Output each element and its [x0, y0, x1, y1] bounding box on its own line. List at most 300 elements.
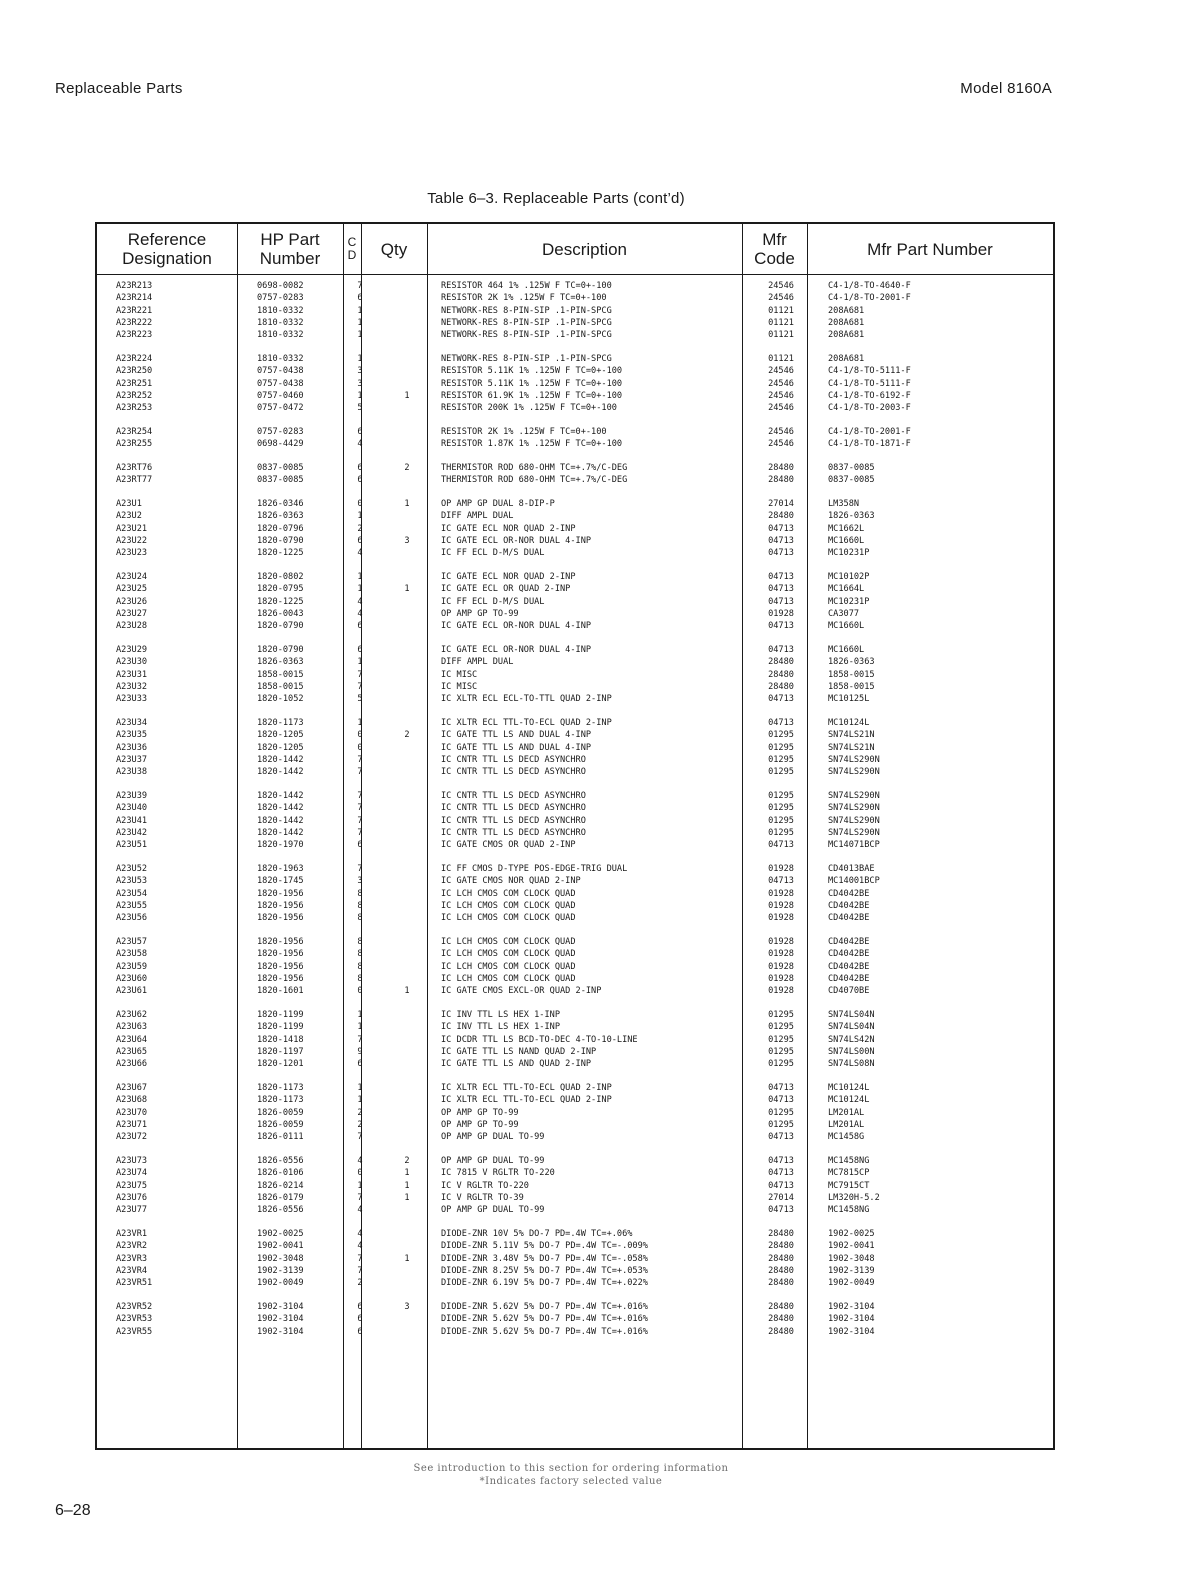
table-row	[97, 378, 1053, 390]
ref-designation-cell: A23U25	[116, 584, 148, 595]
ref-designation-cell: A23U30	[116, 657, 148, 668]
ref-designation-cell: A23U73	[116, 1156, 148, 1167]
check-digit-cell: 7	[357, 1265, 363, 1276]
ref-designation-cell: A23U35	[116, 730, 148, 741]
table-row	[97, 426, 1053, 438]
mfr-code-cell: 01295	[768, 1010, 794, 1021]
description-cell: DIODE-ZNR 5.62V 5% DO-7 PD=.4W TC=+.016%	[441, 1301, 648, 1312]
hp-part-number-cell: 1826-0059	[257, 1107, 304, 1118]
hp-part-number-cell: 1820-1956	[257, 937, 304, 948]
check-digit-cell: 2	[357, 523, 363, 534]
check-digit-cell: 6	[357, 1326, 363, 1337]
header-cd-line1: C	[347, 235, 357, 249]
header-mfr-line2: Code	[754, 249, 795, 268]
mfr-part-number-cell: CD4042BE	[828, 888, 870, 899]
check-digit-cell: 4	[357, 1241, 363, 1252]
quantity-cell: 1	[404, 1180, 410, 1191]
hp-part-number-cell: 1820-1745	[257, 876, 304, 887]
table-row	[97, 912, 1053, 924]
hp-part-number-cell: 1820-1197	[257, 1046, 304, 1057]
quantity-cell: 1	[404, 584, 410, 595]
table-row	[97, 1301, 1053, 1313]
mfr-part-number-cell: C4-1/8-TO-5111-F	[828, 378, 911, 389]
hp-part-number-cell: 1826-0043	[257, 609, 304, 620]
ref-designation-cell: A23U75	[116, 1180, 148, 1191]
mfr-part-number-cell: C4-1/8-TO-2001-F	[828, 426, 911, 437]
quantity-cell: 3	[404, 1301, 410, 1312]
check-digit-cell: 8	[357, 937, 363, 948]
mfr-part-number-cell: LM358N	[828, 499, 860, 510]
description-cell: RESISTOR 200K 1% .125W F TC=0+-100	[441, 403, 617, 414]
check-digit-cell: 6	[357, 293, 363, 304]
header-reference-designation	[97, 224, 237, 274]
hp-part-number-cell: 1820-0790	[257, 645, 304, 656]
hp-part-number-cell: 1810-0332	[257, 305, 304, 316]
mfr-code-cell: 01295	[768, 1119, 794, 1130]
hp-part-number-cell: 1826-0214	[257, 1180, 304, 1191]
hp-part-number-cell: 1820-0802	[257, 572, 304, 583]
check-digit-cell: 8	[357, 913, 363, 924]
hp-part-number-cell: 1820-1173	[257, 1083, 304, 1094]
ref-designation-cell: A23RT76	[116, 463, 153, 474]
mfr-code-cell: 04713	[768, 536, 794, 547]
ref-designation-cell: A23U31	[116, 669, 148, 680]
check-digit-cell: 3	[357, 876, 363, 887]
mfr-code-cell: 04713	[768, 718, 794, 729]
hp-part-number-cell: 1902-0025	[257, 1229, 304, 1239]
check-digit-cell: 2	[357, 1107, 363, 1118]
mfr-code-cell: 01295	[768, 791, 794, 802]
mfr-part-number-cell: C4-1/8-TO-2003-F	[828, 403, 911, 414]
check-digit-cell: 6	[357, 645, 363, 656]
check-digit-cell: 6	[357, 475, 363, 486]
description-cell: IC 7815 V RGLTR TO-220	[441, 1168, 555, 1179]
check-digit-cell: 6	[357, 463, 363, 474]
mfr-part-number-cell: 1858-0015	[828, 669, 875, 680]
mfr-part-number-cell: C4-1/8-TO-4640-F	[828, 281, 911, 291]
ref-designation-cell: A23U38	[116, 767, 148, 778]
ref-designation-cell: A23U1	[116, 499, 142, 510]
table-row	[97, 1131, 1053, 1143]
hp-part-number-cell: 0698-4429	[257, 439, 304, 450]
table-row	[97, 317, 1053, 329]
table-row	[97, 1058, 1053, 1070]
ref-designation-cell: A23U61	[116, 986, 148, 997]
hp-part-number-cell: 1826-0111	[257, 1132, 304, 1143]
mfr-code-cell: 04713	[768, 694, 794, 705]
mfr-part-number-cell: 1902-0049	[828, 1278, 875, 1289]
ref-designation-cell: A23R251	[116, 378, 153, 389]
row-group	[97, 571, 1053, 632]
mfr-part-number-cell: SN74LS04N	[828, 1022, 875, 1033]
hp-part-number-cell: 1820-1173	[257, 718, 304, 729]
check-digit-cell: 7	[357, 767, 363, 778]
quantity-cell: 1	[404, 390, 410, 401]
mfr-code-cell: 04713	[768, 1132, 794, 1143]
ref-designation-cell: A23R255	[116, 439, 153, 450]
row-group	[97, 1009, 1053, 1070]
table-row	[97, 729, 1053, 741]
mfr-part-number-cell: CD4042BE	[828, 937, 870, 948]
mfr-part-number-cell: 1902-0041	[828, 1241, 875, 1252]
mfr-part-number-cell: MC7915CT	[828, 1180, 870, 1191]
ref-designation-cell: A23U54	[116, 888, 148, 899]
table-row	[97, 510, 1053, 522]
quantity-cell: 1	[404, 1192, 410, 1203]
row-group	[97, 1155, 1053, 1216]
ref-designation-cell: A23U76	[116, 1192, 148, 1203]
mfr-part-number-cell: MC1660L	[828, 536, 865, 547]
ref-designation-cell: A23U72	[116, 1132, 148, 1143]
table-row	[97, 644, 1053, 656]
description-cell: NETWORK-RES 8-PIN-SIP .1-PIN-SPCG	[441, 353, 612, 364]
check-digit-cell: 1	[357, 572, 363, 583]
table-row	[97, 1034, 1053, 1046]
row-group	[97, 790, 1053, 851]
mfr-part-number-cell: 1858-0015	[828, 682, 875, 693]
table-row	[97, 608, 1053, 620]
check-digit-cell: 7	[357, 864, 363, 875]
mfr-part-number-cell: SN74LS290N	[828, 767, 880, 778]
description-cell: IC LCH CMOS COM CLOCK QUAD	[441, 913, 576, 924]
mfr-part-number-cell: MC1660L	[828, 645, 865, 656]
mfr-code-cell: 01295	[768, 1059, 794, 1070]
table-row	[97, 936, 1053, 948]
mfr-part-number-cell: C4-1/8-TO-6192-F	[828, 390, 911, 401]
check-digit-cell: 6	[357, 426, 363, 437]
hp-part-number-cell: 1820-1205	[257, 742, 304, 753]
mfr-part-number-cell: SN74LS08N	[828, 1059, 875, 1070]
mfr-code-cell: 24546	[768, 281, 794, 291]
description-cell: IC LCH CMOS COM CLOCK QUAD	[441, 888, 576, 899]
ref-designation-cell: A23U27	[116, 609, 148, 620]
description-cell: IC FF ECL D-M/S DUAL	[441, 548, 545, 559]
mfr-code-cell: 04713	[768, 523, 794, 534]
table-row	[97, 961, 1053, 973]
ref-designation-cell: A23U60	[116, 973, 148, 984]
check-digit-cell: 1	[357, 330, 363, 341]
description-cell: OP AMP GP TO-99	[441, 609, 519, 620]
ref-designation-cell: A23R213	[116, 281, 153, 291]
check-digit-cell: 6	[357, 1059, 363, 1070]
check-digit-cell: 5	[357, 694, 363, 705]
quantity-cell: 3	[404, 536, 410, 547]
check-digit-cell: 1	[357, 1095, 363, 1106]
header-mfr-part-number: Mfr Part Number	[867, 239, 993, 259]
description-cell: IC INV TTL LS HEX 1-INP	[441, 1010, 560, 1021]
hp-part-number-cell: 1902-3104	[257, 1326, 304, 1337]
ref-designation-cell: A23U24	[116, 572, 148, 583]
check-digit-cell: 8	[357, 961, 363, 972]
ref-designation-cell: A23U32	[116, 682, 148, 693]
description-cell: NETWORK-RES 8-PIN-SIP .1-PIN-SPCG	[441, 305, 612, 316]
hp-part-number-cell: 1858-0015	[257, 669, 304, 680]
description-cell: RESISTOR 2K 1% .125W F TC=0+-100	[441, 426, 607, 437]
hp-part-number-cell: 1820-1442	[257, 791, 304, 802]
description-cell: IC V RGLTR TO-39	[441, 1192, 524, 1203]
hp-part-number-cell: 1826-0179	[257, 1192, 304, 1203]
description-cell: RESISTOR 2K 1% .125W F TC=0+-100	[441, 293, 607, 304]
mfr-code-cell: 28480	[768, 1314, 794, 1325]
mfr-code-cell: 28480	[768, 511, 794, 522]
ref-designation-cell: A23U57	[116, 937, 148, 948]
description-cell: IC GATE ECL OR-NOR DUAL 4-INP	[441, 536, 592, 547]
quantity-cell: 1	[404, 1168, 410, 1179]
mfr-code-cell: 01295	[768, 815, 794, 826]
check-digit-cell: 6	[357, 1301, 363, 1312]
mfr-part-number-cell: 1902-3104	[828, 1301, 875, 1312]
mfr-code-cell: 04713	[768, 1083, 794, 1094]
mfr-code-cell: 24546	[768, 390, 794, 401]
running-header-section: Replaceable Parts	[55, 80, 183, 97]
description-cell: DIODE-ZNR 3.48V 5% DO-7 PD=.4W TC=-.058%	[441, 1253, 648, 1264]
description-cell: IC LCH CMOS COM CLOCK QUAD	[441, 961, 576, 972]
ref-designation-cell: A23U70	[116, 1107, 148, 1118]
description-cell: IC GATE CMOS OR QUAD 2-INP	[441, 840, 576, 851]
ref-designation-cell: A23U42	[116, 827, 148, 838]
mfr-code-cell: 04713	[768, 1180, 794, 1191]
footnote	[0, 1462, 1142, 1488]
table-row	[97, 438, 1053, 450]
table-row	[97, 620, 1053, 632]
check-digit-cell: 6	[357, 536, 363, 547]
check-digit-cell: 7	[357, 815, 363, 826]
hp-part-number-cell: 1810-0332	[257, 317, 304, 328]
hp-part-number-cell: 0698-0082	[257, 281, 304, 291]
hp-part-number-cell: 1820-1442	[257, 755, 304, 765]
description-cell: OP AMP GP DUAL 8-DIP-P	[441, 499, 555, 510]
description-cell: IC MISC	[441, 682, 478, 693]
mfr-code-cell: 27014	[768, 499, 794, 510]
header-ref-line1: Reference	[127, 230, 207, 249]
mfr-part-number-cell: 1902-3104	[828, 1314, 875, 1325]
mfr-code-cell: 24546	[768, 366, 794, 377]
table-row	[97, 888, 1053, 900]
check-digit-cell: 6	[357, 621, 363, 632]
mfr-code-cell: 01295	[768, 742, 794, 753]
mfr-part-number-cell: LM201AL	[828, 1107, 865, 1118]
mfr-code-cell: 01928	[768, 609, 794, 620]
page-number: 6–28	[55, 1502, 91, 1519]
description-cell: DIODE-ZNR 10V 5% DO-7 PD=.4W TC=+.06%	[441, 1229, 633, 1239]
header-hp-part-number	[237, 224, 343, 274]
mfr-part-number-cell: 1902-3104	[828, 1326, 875, 1337]
check-digit-cell: 0	[357, 499, 363, 510]
description-cell: THERMISTOR ROD 680-OHM TC=+.7%/C-DEG	[441, 463, 628, 474]
hp-part-number-cell: 0757-0472	[257, 403, 304, 414]
hp-part-number-cell: 1820-1956	[257, 973, 304, 984]
mfr-code-cell: 01295	[768, 827, 794, 838]
mfr-part-number-cell: CA3077	[828, 609, 860, 620]
mfr-part-number-cell: CD4042BE	[828, 949, 870, 960]
row-group	[97, 863, 1053, 924]
mfr-part-number-cell: CD4070BE	[828, 986, 870, 997]
header-hp-line2: Number	[259, 249, 321, 268]
mfr-part-number-cell: 1902-0025	[828, 1229, 875, 1239]
ref-designation-cell: A23U66	[116, 1059, 148, 1070]
description-cell: OP AMP GP DUAL TO-99	[441, 1132, 545, 1143]
mfr-part-number-cell: MC10102P	[828, 572, 870, 583]
table-row	[97, 827, 1053, 839]
table-row	[97, 766, 1053, 778]
hp-part-number-cell: 0757-0438	[257, 378, 304, 389]
mfr-part-number-cell: MC1664L	[828, 584, 865, 595]
hp-part-number-cell: 1826-0556	[257, 1205, 304, 1216]
mfr-part-number-cell: MC10231P	[828, 548, 870, 559]
description-cell: IC GATE ECL NOR QUAD 2-INP	[441, 523, 576, 534]
check-digit-cell: 1	[357, 1083, 363, 1094]
ref-designation-cell: A23U55	[116, 900, 148, 911]
mfr-part-number-cell: SN74LS290N	[828, 827, 880, 838]
ref-designation-cell: A23U39	[116, 791, 148, 802]
description-cell: IC GATE ECL NOR QUAD 2-INP	[441, 572, 576, 583]
table-row	[97, 802, 1053, 814]
mfr-code-cell: 28480	[768, 463, 794, 474]
check-digit-cell: 6	[357, 1314, 363, 1325]
hp-part-number-cell: 0837-0085	[257, 463, 304, 474]
check-digit-cell: 7	[357, 1034, 363, 1045]
check-digit-cell: 0	[357, 742, 363, 753]
mfr-code-cell: 01295	[768, 803, 794, 814]
ref-designation-cell: A23U58	[116, 949, 148, 960]
ref-designation-cell: A23R224	[116, 353, 153, 364]
table-row	[97, 535, 1053, 547]
ref-designation-cell: A23U36	[116, 742, 148, 753]
table-row	[97, 790, 1053, 802]
mfr-code-cell: 04713	[768, 876, 794, 887]
quantity-cell: 1	[404, 499, 410, 510]
hp-part-number-cell: 1820-0796	[257, 523, 304, 534]
hp-part-number-cell: 1810-0332	[257, 330, 304, 341]
mfr-code-cell: 01928	[768, 937, 794, 948]
check-digit-cell: 1	[357, 353, 363, 364]
mfr-part-number-cell: SN74LS42N	[828, 1034, 875, 1045]
check-digit-cell: 0	[357, 986, 363, 997]
description-cell: IC GATE TTL LS AND DUAL 4-INP	[441, 742, 592, 753]
header-cd-line2: D	[347, 248, 357, 262]
hp-part-number-cell: 1820-1199	[257, 1022, 304, 1033]
mfr-part-number-cell: MC14001BCP	[828, 876, 880, 887]
row-group	[97, 498, 1053, 559]
description-cell: IC GATE TTL LS AND QUAD 2-INP	[441, 1059, 592, 1070]
ref-designation-cell: A23VR3	[116, 1253, 148, 1264]
mfr-code-cell: 01295	[768, 1022, 794, 1033]
description-cell: DIODE-ZNR 6.19V 5% DO-7 PD=.4W TC=+.022%	[441, 1278, 648, 1289]
check-digit-cell: 2	[357, 1278, 363, 1289]
mfr-code-cell: 01121	[768, 317, 794, 328]
table-row	[97, 742, 1053, 754]
ref-designation-cell: A23VR52	[116, 1301, 153, 1312]
hp-part-number-cell: 1820-1205	[257, 730, 304, 741]
mfr-part-number-cell: MC10124L	[828, 1083, 870, 1094]
description-cell: DIODE-ZNR 5.62V 5% DO-7 PD=.4W TC=+.016%	[441, 1326, 648, 1337]
table-row	[97, 693, 1053, 705]
header-description: Description	[541, 239, 628, 259]
hp-part-number-cell: 1826-0363	[257, 657, 304, 668]
mfr-part-number-cell: 0837-0085	[828, 463, 875, 474]
hp-part-number-cell: 0757-0283	[257, 426, 304, 437]
check-digit-cell: 7	[357, 755, 363, 765]
ref-designation-cell: A23U71	[116, 1119, 148, 1130]
mfr-code-cell: 28480	[768, 1241, 794, 1252]
hp-part-number-cell: 1902-3139	[257, 1265, 304, 1276]
check-digit-cell: 4	[357, 548, 363, 559]
description-cell: IC XLTR ECL TTL-TO-ECL QUAD 2-INP	[441, 1095, 612, 1106]
mfr-code-cell: 28480	[768, 682, 794, 693]
table-row	[97, 523, 1053, 535]
description-cell: IC LCH CMOS COM CLOCK QUAD	[441, 973, 576, 984]
hp-part-number-cell: 1820-1418	[257, 1034, 304, 1045]
mfr-code-cell: 01295	[768, 1034, 794, 1045]
mfr-code-cell: 01295	[768, 1046, 794, 1057]
mfr-code-cell: 01295	[768, 767, 794, 778]
row-group	[97, 1301, 1053, 1338]
row-group	[97, 717, 1053, 778]
hp-part-number-cell: 0837-0085	[257, 475, 304, 486]
mfr-code-cell: 01928	[768, 900, 794, 911]
ref-designation-cell: A23U51	[116, 840, 148, 851]
row-group	[97, 936, 1053, 997]
table-row	[97, 583, 1053, 595]
mfr-code-cell: 28480	[768, 1265, 794, 1276]
check-digit-cell: 9	[357, 1046, 363, 1057]
check-digit-cell: 1	[357, 584, 363, 595]
table-row	[97, 656, 1053, 668]
mfr-part-number-cell: 0837-0085	[828, 475, 875, 486]
ref-designation-cell: A23U40	[116, 803, 148, 814]
mfr-part-number-cell: MC14071BCP	[828, 840, 880, 851]
hp-part-number-cell: 1820-1442	[257, 827, 304, 838]
table-row	[97, 875, 1053, 887]
description-cell: OP AMP GP TO-99	[441, 1119, 519, 1130]
description-cell: IC DCDR TTL LS BCD-TO-DEC 4-TO-10-LINE	[441, 1034, 638, 1045]
hp-part-number-cell: 1820-1442	[257, 815, 304, 826]
description-cell: IC GATE CMOS EXCL-OR QUAD 2-INP	[441, 986, 602, 997]
table-row	[97, 669, 1053, 681]
description-cell: RESISTOR 61.9K 1% .125W F TC=0+-100	[441, 390, 623, 401]
description-cell: IC LCH CMOS COM CLOCK QUAD	[441, 937, 576, 948]
mfr-part-number-cell: C4-1/8-TO-2001-F	[828, 293, 911, 304]
mfr-part-number-cell: 208A681	[828, 305, 865, 316]
mfr-code-cell: 24546	[768, 378, 794, 389]
footnote-ordering: See introduction to this section for ordering information	[413, 1463, 729, 1474]
hp-part-number-cell: 1902-3048	[257, 1253, 304, 1264]
mfr-part-number-cell: CD4042BE	[828, 900, 870, 911]
description-cell: IC V RGLTR TO-220	[441, 1180, 529, 1191]
hp-part-number-cell: 1820-1442	[257, 803, 304, 814]
table-row	[97, 474, 1053, 486]
mfr-code-cell: 28480	[768, 1253, 794, 1264]
ref-designation-cell: A23U26	[116, 596, 148, 607]
ref-designation-cell: A23U59	[116, 961, 148, 972]
check-digit-cell: 8	[357, 888, 363, 899]
hp-part-number-cell: 1826-0363	[257, 511, 304, 522]
description-cell: IC MISC	[441, 669, 478, 680]
mfr-code-cell: 24546	[768, 293, 794, 304]
mfr-part-number-cell: MC1458NG	[828, 1156, 870, 1167]
mfr-code-cell: 04713	[768, 840, 794, 851]
ref-designation-cell: A23U53	[116, 876, 148, 887]
header-ref-line2: Designation	[122, 249, 212, 268]
check-digit-cell: 8	[357, 900, 363, 911]
check-digit-cell: 7	[357, 1253, 363, 1264]
mfr-code-cell: 01121	[768, 305, 794, 316]
table-row	[97, 1253, 1053, 1265]
mfr-part-number-cell: LM201AL	[828, 1119, 865, 1130]
description-cell: IC GATE ECL OR-NOR DUAL 4-INP	[441, 621, 592, 632]
table-row	[97, 863, 1053, 875]
mfr-code-cell: 04713	[768, 548, 794, 559]
